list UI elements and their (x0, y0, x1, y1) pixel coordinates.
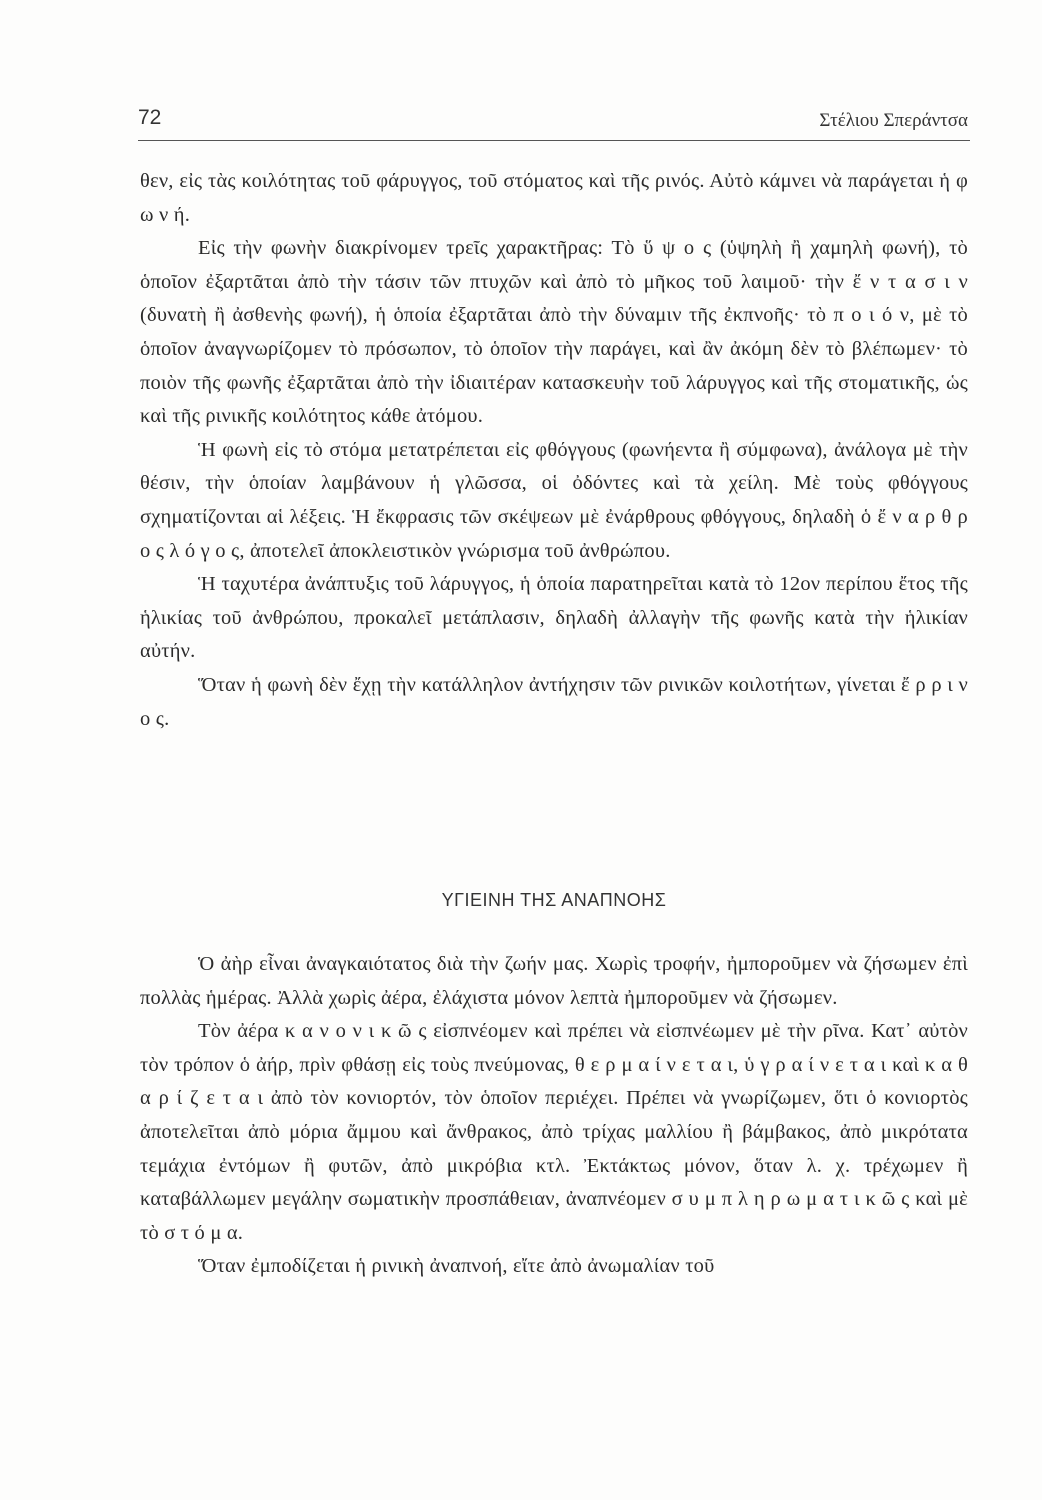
page-header (138, 104, 968, 144)
section-respiration-text (140, 948, 968, 1284)
section-heading: ΥΓΙΕΙΝΗ ΤΗΣ ΑΝΑΠΝΟΗΣ (441, 890, 667, 910)
paragraph: Τὸν ἀέρα κ α ν ο ν ι κ ῶ ς εἰσπνέομεν καὶ πρέπει νὰ εἰσπνέωμεν μὲ τὴν ρῖνα. Κατ᾽ αὐτὸν τὸν τρόπον ὁ ἀήρ, πρὶν φθάσῃ εἰς τοὺς πνεύμονας, θ ε ρ μ α ί ν ε τ α ι, ὑ γ ρ α ί ν ε τ α ι καὶ κ α θ α ρ ί ζ ε τ α ι ἀπὸ τὸν κονιορτόν, τὸν ὁποῖον περιέχει. Πρέπει νὰ γνωρίζωμεν, ὅτι ὁ κονιορτὸς ἀποτελεῖται ἀπὸ μόρια ἄμμου καὶ ἄνθρακος, ἀπὸ τρίχας μαλλίου ἢ βάμβακος, ἀπὸ μικρότατα τεμάχια ἐντόμων ἢ φυτῶν, ἀπὸ μικρόβια κτλ. Ἐκτάκτως μόνον, ὅταν λ. χ. τρέχωμεν ἢ καταβάλλωμεν μεγάλην σωματικὴν προσπάθειαν, ἀναπνέομεν σ υ μ π λ η ρ ω μ α τ ι κ ῶ ς καὶ μὲ τὸ σ τ ό μ α. (140, 1020, 968, 1244)
paragraph: Ὁ ἀὴρ εἶναι ἀναγκαιότατος διὰ τὴν ζωήν μας. Χωρὶς τροφήν, ἠμποροῦμεν νὰ ζήσωμεν ἐπὶ πολλὰς ἡμέρας. Ἀλλὰ χωρὶς ἀέρα, ἐλάχιστα μόνον λεπτὰ ἠμποροῦμεν νὰ ζήσωμεν. (140, 953, 968, 1009)
paragraph: Ὅταν ἡ φωνὴ δὲν ἔχῃ τὴν κατάλληλον ἀντήχησιν τῶν ρινικῶν κοιλοτήτων, γίνεται ἔ ρ ρ ι ν ο ς. (140, 673, 968, 730)
running-title: Στέλιου Σπεράντσα (819, 110, 968, 131)
paragraph: Ὅταν ἐμποδίζεται ἡ ρινικὴ ἀναπνοή, εἴτε ἀπὸ ἀνωμαλίαν τοῦ (198, 1255, 715, 1278)
paragraph: Εἰς τὴν φωνὴν διακρίνομεν τρεῖς χαρακτῆρας: Τὸ ὕ ψ ο ς (ὑψηλὴ ἢ χαμηλὴ φωνή), τὸ ὁποῖον ἐξαρτᾶται ἀπὸ τὴν τάσιν τῶν πτυχῶν καὶ ἀπὸ τὸ μῆκος τοῦ λαιμοῦ· τὴν ἔ ν τ α σ ι ν (δυνατὴ ἢ ἀσθενὴς φωνή), ἡ ὁποία ἐξαρτᾶται ἀπὸ τὴν δύναμιν τῆς ἐκπνοῆς· τὸ π ο ι ό ν, μὲ τὸ ὁποῖον ἀναγνωρίζομεν τὸ πρόσωπον, τὸ ὁποῖον τὴν παράγει, καὶ ἂν ἀκόμη δὲν τὸ βλέπωμεν· τὸ ποιὸν τῆς φωνῆς ἐξαρτᾶται ἀπὸ τὴν ἰδιαιτέραν κατασκευὴν τοῦ λάρυγγος καὶ τῆς στοματικῆς, ὡς καὶ τῆς ρινικῆς κοιλότητος κάθε ἀτόμου. (140, 237, 968, 428)
page-number: 72 (138, 106, 162, 129)
paragraph: Ἡ φωνὴ εἰς τὸ στόμα μετατρέπεται εἰς φθόγγους (φωνήεντα ἢ σύμφωνα), ἀνάλογα μὲ τὴν θέσιν, τὴν ὁποίαν λαμβάνουν ἡ γλῶσσα, οἱ ὀδόντες καὶ τὰ χείλη. Μὲ τοὺς φθόγγους σχηματίζονται αἱ λέξεις. Ἡ ἔκφρασις τῶν σκέψεων μὲ ἐνάρθρους φθόγγους, δηλαδὴ ὁ ἔ ν α ρ θ ρ ο ς λ ό γ ο ς, ἀποτελεῖ ἀποκλειστικὸν γνώρισμα τοῦ ἀνθρώπου. (140, 438, 968, 562)
paragraph: Ἡ ταχυτέρα ἀνάπτυξις τοῦ λάρυγγος, ἡ ὁποία παρατηρεῖται κατὰ τὸ 12ον περίπου ἔτος τῆς ἡλικίας τοῦ ἀνθρώπου, προκαλεῖ μετάπλασιν, δηλαδὴ ἀλλαγὴν τῆς φωνῆς κατὰ τὴν ἡλικίαν αὐτήν. (140, 573, 968, 663)
section-voice-text (140, 165, 968, 736)
header-rule (138, 140, 970, 141)
paragraph: θεν, εἰς τὰς κοιλότητας τοῦ φάρυγγος, τοῦ στόματος καὶ τῆς ρινός. Αὐτὸ κάμνει νὰ παράγεται ἡ φ ω ν ή. (140, 170, 968, 226)
